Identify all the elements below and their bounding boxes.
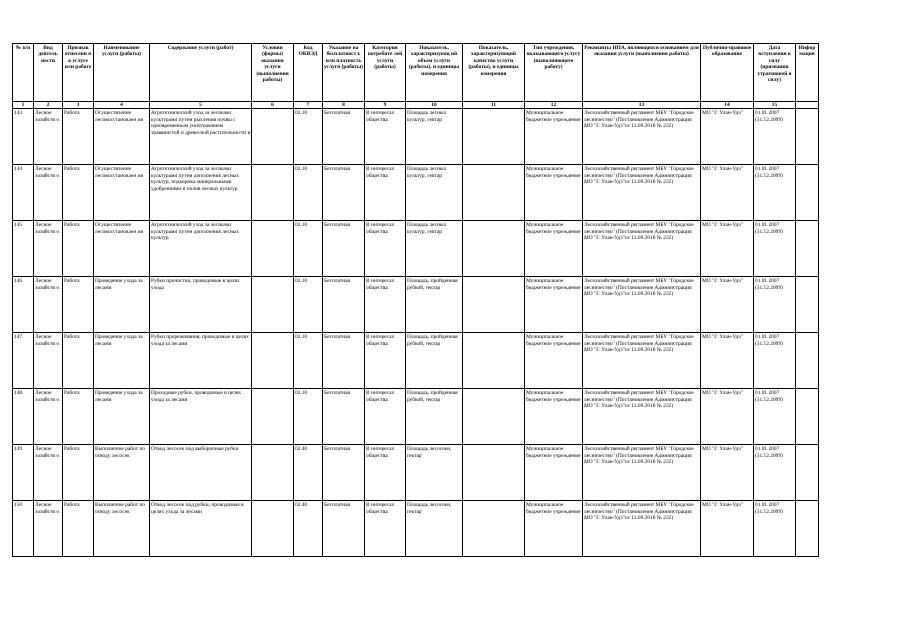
service-or-work: Работа [63, 277, 94, 333]
header-cell: Показатель, характеризующий качество услуги (работы), и единицы измерения [463, 44, 525, 102]
row-number: 144 [13, 165, 34, 221]
consumer-category: В интересах общества [365, 277, 406, 333]
service-conditions [252, 333, 294, 389]
institution-type: Муниципальное бюджетное учреждение [525, 501, 583, 557]
column-number-cell: 11 [463, 102, 525, 109]
service-or-work: Работа [63, 333, 94, 389]
service-content: Отвод лесосек под рубки, проводимые в целях ухода за лесами [150, 501, 252, 557]
service-conditions [252, 501, 294, 557]
info-cell [796, 277, 819, 333]
service-content: Проходные рубки, проводимые в целях ухода за лесами [150, 389, 252, 445]
institution-type: Муниципальное бюджетное учреждение [525, 389, 583, 445]
service-name: Проведение ухода за лесами [94, 333, 150, 389]
table-row [13, 165, 819, 221]
consumer-category: В интересах общества [365, 501, 406, 557]
public-entity: МО "Г. Улан-Удэ" [701, 165, 754, 221]
volume-indicator: Площадь лесных культур, гектар [406, 165, 463, 221]
service-conditions [252, 165, 294, 221]
payment-type: Бесплатная [323, 165, 365, 221]
payment-type: Бесплатная [323, 109, 365, 165]
okved-code: 02.10 [294, 109, 323, 165]
table-row [13, 445, 819, 501]
column-number-cell: 3 [63, 102, 94, 109]
table-row [13, 389, 819, 445]
column-number-cell: 15 [754, 102, 796, 109]
info-cell [796, 389, 819, 445]
public-entity: МО "Г. Улан-Удэ" [701, 277, 754, 333]
consumer-category: В интересах общества [365, 109, 406, 165]
header-cell: Дата вступления в силу (признания утратившей я силу) [754, 44, 796, 102]
header-cell: Признак отнесени я к услуге или работе [63, 44, 94, 102]
service-or-work: Работа [63, 389, 94, 445]
quality-indicator [463, 501, 525, 557]
column-number-cell: 7 [294, 102, 323, 109]
document-page [12, 43, 894, 557]
okved-code: 02.10 [294, 389, 323, 445]
service-or-work: Работа [63, 501, 94, 557]
volume-indicator: Площадь, пройденная рубкой, гектар [406, 389, 463, 445]
service-name: Проведение ухода за лесами [94, 389, 150, 445]
public-entity: МО "Г. Улан-Удэ" [701, 501, 754, 557]
effective-date: 01.01.2007 (31.12.2099) [754, 333, 796, 389]
header-cell: Содержание услуги (работ) [150, 44, 252, 102]
service-conditions [252, 277, 294, 333]
quality-indicator [463, 445, 525, 501]
service-conditions [252, 389, 294, 445]
activity-type: Лесное хозяйств о [34, 501, 63, 557]
header-cell: Информация [796, 44, 819, 102]
okved-code: 02.40 [294, 501, 323, 557]
payment-type: Бесплатная [323, 389, 365, 445]
header-cell: Показатель, характеризующ ий объем услуги (работы), и единицы измерения [406, 44, 463, 102]
row-number: 145 [13, 221, 34, 277]
effective-date: 01.01.2007 (31.12.2099) [754, 221, 796, 277]
header-cell: № п/п [13, 44, 34, 102]
service-conditions [252, 445, 294, 501]
volume-indicator: Площадь, пройденная рубкой, гектар [406, 333, 463, 389]
header-cell: Тип учреждения, оказывающего услугу (выполняющего работу) [525, 44, 583, 102]
payment-type: Бесплатная [323, 445, 365, 501]
quality-indicator [463, 333, 525, 389]
public-entity: МО "Г. Улан-Удэ" [701, 389, 754, 445]
service-content: Рубки прочистки, проводимые в целях ухода [150, 277, 252, 333]
volume-indicator: Площадь лесосеки, гектар [406, 445, 463, 501]
volume-indicator: Площадь лесосеки, гектар [406, 501, 463, 557]
service-content: Агротехнический уход за лесными культурами путем дополнения лесных культур [150, 221, 252, 277]
header-cell: Вид деятель ности [34, 44, 63, 102]
info-cell [796, 333, 819, 389]
okved-code: 02.10 [294, 277, 323, 333]
public-entity: МО "Г. Улан-Удэ" [701, 221, 754, 277]
institution-type: Муниципальное бюджетное учреждение [525, 333, 583, 389]
public-entity: МО "Г. Улан-Удэ" [701, 109, 754, 165]
effective-date: 01.01.2007 (31.12.2099) [754, 165, 796, 221]
volume-indicator: Площадь лесных культур, гектар [406, 109, 463, 165]
service-content: Агротехнический уход за лесными культурами путем дополнения лесных культур, подкормка минеральными удобрениями и полив лесных культур [150, 165, 252, 221]
activity-type: Лесное хозяйств о [34, 333, 63, 389]
quality-indicator [463, 221, 525, 277]
header-cell: Наименование услуги (работы) [94, 44, 150, 102]
quality-indicator [463, 389, 525, 445]
okved-code: 02.40 [294, 445, 323, 501]
table-row [13, 333, 819, 389]
activity-type: Лесное хозяйств о [34, 445, 63, 501]
column-number-cell: 6 [252, 102, 294, 109]
service-or-work: Работа [63, 109, 94, 165]
service-conditions [252, 109, 294, 165]
column-number-cell: 9 [365, 102, 406, 109]
legal-basis: Лесохозяйственный регламент МБУ "Городское лесничество" (Постановление Администрации МО "Г. Улан-Удэ"от 12.09.2018 № 232) [583, 165, 701, 221]
service-content: Рубки прореживания, проводимые в целях ухода за лесами [150, 333, 252, 389]
service-or-work: Работа [63, 445, 94, 501]
row-number: 150 [13, 501, 34, 557]
consumer-category: В интересах общества [365, 445, 406, 501]
institution-type: Муниципальное бюджетное учреждение [525, 165, 583, 221]
header-cell: Указание на бесплатност ь или платность услуги (работы) [323, 44, 365, 102]
consumer-category: В интересах общества [365, 333, 406, 389]
column-number-cell: 8 [323, 102, 365, 109]
institution-type: Муниципальное бюджетное учреждение [525, 277, 583, 333]
service-name: Выполнение работ по отводу лесосек [94, 501, 150, 557]
legal-basis: Лесохозяйственный регламент МБУ "Городское лесничество" (Постановление Администрации МО "Г. Улан-Удэ"от 12.09.2018 № 232) [583, 221, 701, 277]
legal-basis: Лесохозяйственный регламент МБУ "Городское лесничество" (Постановление Администрации МО "Г. Улан-Удэ"от 12.09.2018 № 232) [583, 277, 701, 333]
activity-type: Лесное хозяйств о [34, 389, 63, 445]
column-number-cell: 12 [525, 102, 583, 109]
volume-indicator: Площадь, пройденная рубкой, гектар [406, 277, 463, 333]
activity-type: Лесное хозяйств о [34, 109, 63, 165]
header-cell: Категория потребите лей услуги (работы) [365, 44, 406, 102]
legal-basis: Лесохозяйственный регламент МБУ "Городское лесничество" (Постановление Администрации МО "Г. Улан-Удэ"от 12.09.2018 № 232) [583, 109, 701, 165]
public-entity: МО "Г. Улан-Удэ" [701, 445, 754, 501]
consumer-category: В интересах общества [365, 221, 406, 277]
institution-type: Муниципальное бюджетное учреждение [525, 445, 583, 501]
column-number-cell: 1 [13, 102, 34, 109]
consumer-category: В интересах общества [365, 389, 406, 445]
header-cell: Код ОКВЭД [294, 44, 323, 102]
volume-indicator: Площадь лесных культур, гектар [406, 221, 463, 277]
column-number-cell: 14 [701, 102, 754, 109]
header-cell: Реквизиты НПА, являющихся основанием для оказания услуги (выполнения работы) [583, 44, 701, 102]
institution-type: Муниципальное бюджетное учреждение [525, 221, 583, 277]
service-or-work: Работа [63, 221, 94, 277]
table-row [13, 109, 819, 165]
column-number-cell: 13 [583, 102, 701, 109]
service-conditions [252, 221, 294, 277]
service-name: Осуществление лесовосстановлен ия [94, 221, 150, 277]
quality-indicator [463, 165, 525, 221]
payment-type: Бесплатная [323, 277, 365, 333]
legal-basis: Лесохозяйственный регламент МБУ "Городское лесничество" (Постановление Администрации МО "Г. Улан-Удэ"от 12.09.2018 № 232) [583, 389, 701, 445]
row-number: 146 [13, 277, 34, 333]
row-number: 149 [13, 445, 34, 501]
row-number: 143 [13, 109, 34, 165]
column-number-cell: 10 [406, 102, 463, 109]
service-or-work: Работа [63, 165, 94, 221]
column-number-cell: 4 [94, 102, 150, 109]
effective-date: 01.01.2007 (31.12.2099) [754, 109, 796, 165]
legal-basis: Лесохозяйственный регламент МБУ "Городское лесничество" (Постановление Администрации МО "Г. Улан-Удэ"от 12.09.2018 № 232) [583, 501, 701, 557]
service-content: Отвод лесосек под выборочные рубки [150, 445, 252, 501]
okved-code: 02.10 [294, 333, 323, 389]
okved-code: 02.10 [294, 221, 323, 277]
payment-type: Бесплатная [323, 501, 365, 557]
legal-basis: Лесохозяйственный регламент МБУ "Городское лесничество" (Постановление Администрации МО "Г. Улан-Удэ"от 12.09.2018 № 232) [583, 445, 701, 501]
info-cell [796, 501, 819, 557]
effective-date: 01.01.2007 (31.12.2099) [754, 501, 796, 557]
quality-indicator [463, 277, 525, 333]
services-register-table [12, 43, 819, 557]
info-cell [796, 109, 819, 165]
row-number: 147 [13, 333, 34, 389]
column-number-row [13, 102, 819, 109]
table-row [13, 501, 819, 557]
effective-date: 01.01.2007 (31.12.2099) [754, 277, 796, 333]
info-cell [796, 221, 819, 277]
effective-date: 01.01.2007 (31.12.2099) [754, 389, 796, 445]
service-name: Осуществление лесовосстановлен ия [94, 109, 150, 165]
payment-type: Бесплатная [323, 221, 365, 277]
payment-type: Бесплатная [323, 333, 365, 389]
info-cell [796, 445, 819, 501]
okved-code: 02.10 [294, 165, 323, 221]
column-number-cell: 2 [34, 102, 63, 109]
consumer-category: В интересах общества [365, 165, 406, 221]
column-number-cell: 5 [150, 102, 252, 109]
info-cell [796, 165, 819, 221]
service-content: Агротехнический уход за лесными культурами путем рыхления почвы с одновременным уничтожением травянистой и древесной растительности в [150, 109, 252, 165]
service-name: Выполнение работ по отводу лесосек [94, 445, 150, 501]
activity-type: Лесное хозяйств о [34, 221, 63, 277]
service-name: Проведение ухода за лесами [94, 277, 150, 333]
column-number-cell [796, 102, 819, 109]
table-row [13, 221, 819, 277]
header-cell: Публично-правовое образование [701, 44, 754, 102]
legal-basis: Лесохозяйственный регламент МБУ "Городское лесничество" (Постановление Администрации МО "Г. Улан-Удэ"от 12.09.2018 № 232) [583, 333, 701, 389]
activity-type: Лесное хозяйств о [34, 165, 63, 221]
row-number: 148 [13, 389, 34, 445]
header-row [13, 44, 819, 102]
quality-indicator [463, 109, 525, 165]
activity-type: Лесное хозяйств о [34, 277, 63, 333]
table-row [13, 277, 819, 333]
institution-type: Муниципальное бюджетное учреждение [525, 109, 583, 165]
header-cell: Условия (формы) оказания услуги (выполнения работы) [252, 44, 294, 102]
effective-date: 01.01.2007 (31.12.2099) [754, 445, 796, 501]
service-name: Осуществление лесовосстановлен ия [94, 165, 150, 221]
public-entity: МО "Г. Улан-Удэ" [701, 333, 754, 389]
